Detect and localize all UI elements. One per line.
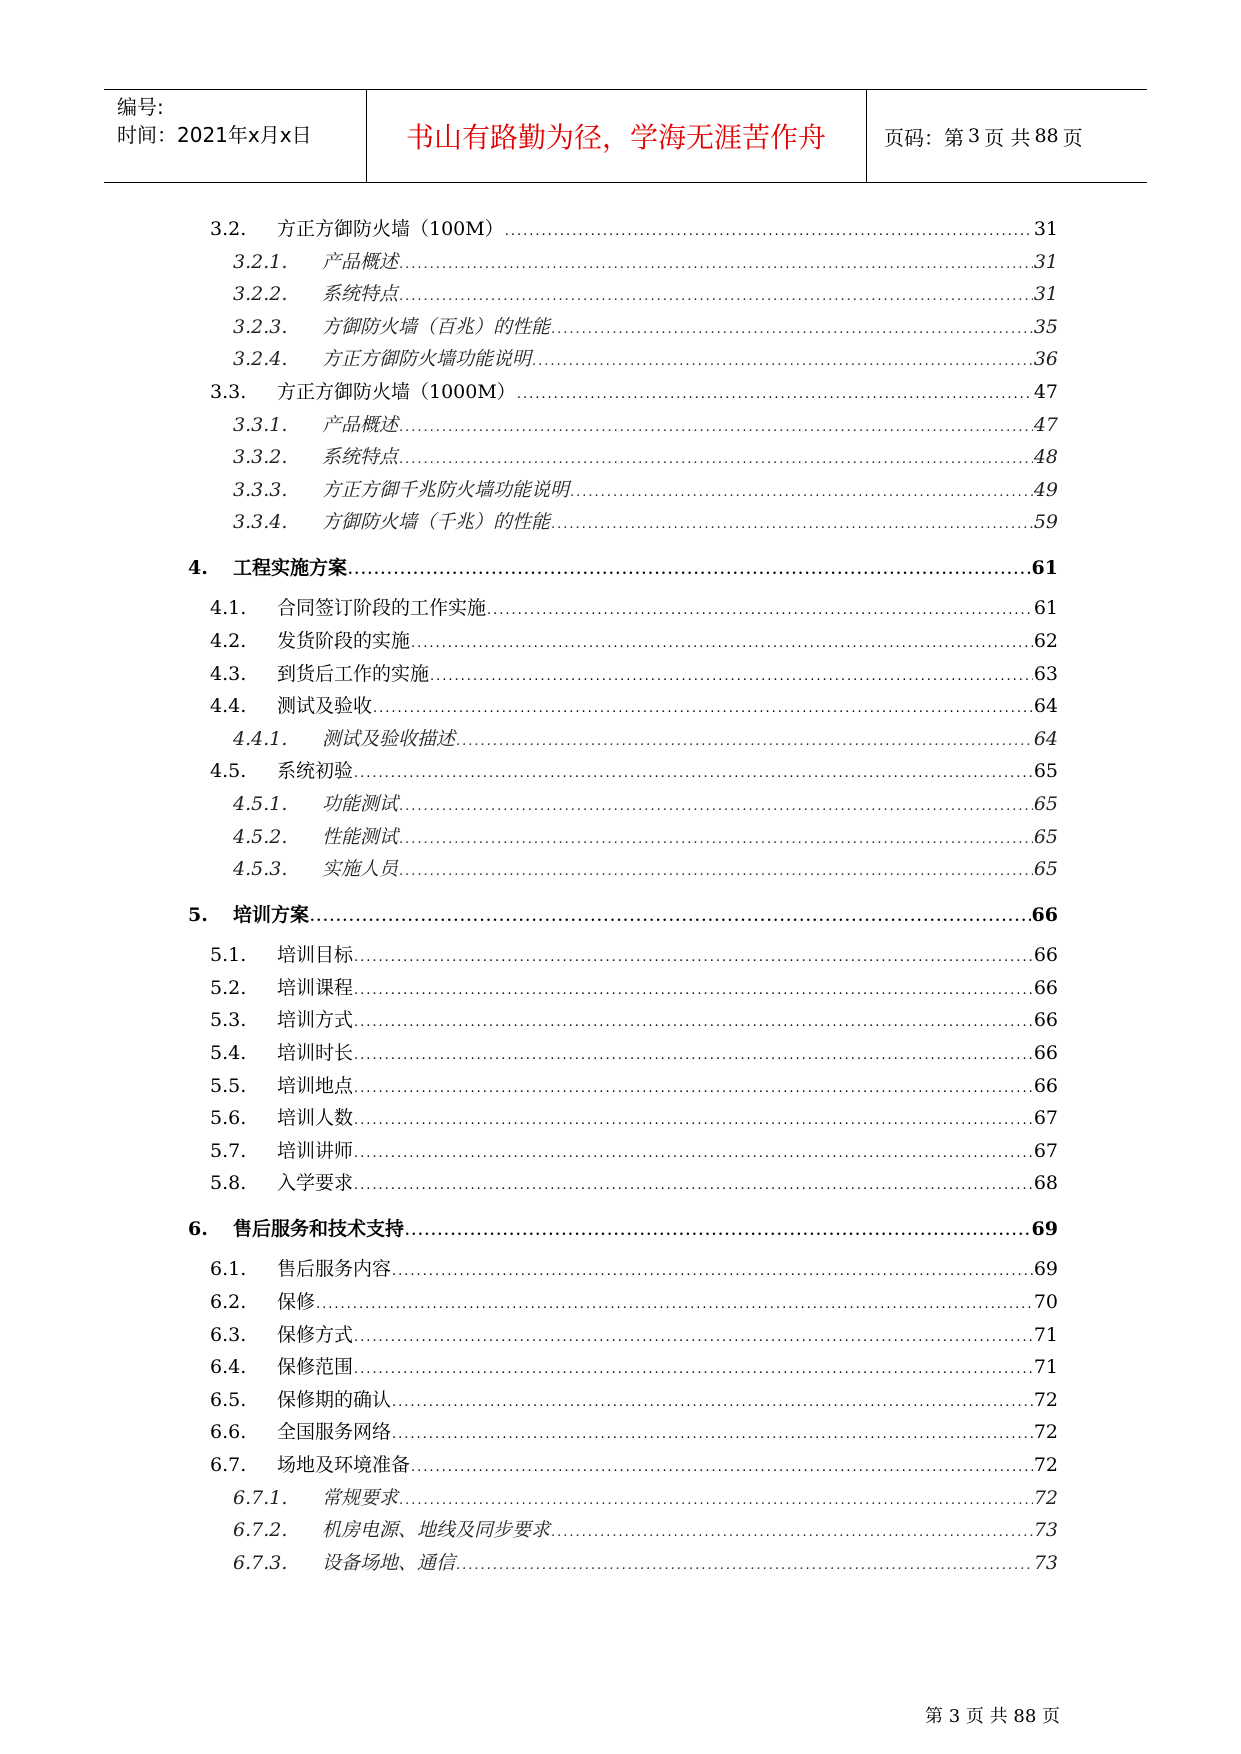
toc-entry-page: 72 [1033, 1486, 1058, 1509]
toc-leader-dots [399, 249, 1033, 281]
toc-entry-page: 66 [1031, 904, 1058, 927]
toc-entry[interactable] [233, 788, 1058, 820]
toc-entry-page: 67 [1033, 1139, 1058, 1162]
toc-entry-title: 保修方式 [277, 1323, 354, 1346]
toc-entry[interactable] [233, 409, 1058, 441]
toc-leader-dots [354, 1007, 1033, 1039]
toc-leader-dots [411, 628, 1033, 660]
toc-entry-number: 3.3.4. [233, 511, 288, 534]
toc-entry-page: 73 [1033, 1519, 1058, 1542]
toc-entry-title: 到货后工作的实施 [277, 662, 430, 685]
toc-entry[interactable] [210, 1070, 1058, 1102]
toc-leader-dots [354, 942, 1033, 974]
toc-entry-title: 方正方御千兆防火墙功能说明 [322, 478, 570, 501]
toc-entry[interactable] [210, 1286, 1058, 1318]
toc-entry-page: 31 [1033, 283, 1058, 306]
toc-entry-number: 3.2.2. [233, 283, 288, 306]
toc-entry[interactable] [233, 723, 1058, 755]
toc-entry[interactable] [233, 311, 1058, 343]
toc-entry-number: 6.5. [210, 1388, 247, 1411]
toc-entry[interactable] [210, 972, 1058, 1004]
toc-entry-page: 48 [1033, 446, 1058, 469]
toc-entry[interactable] [233, 246, 1058, 278]
toc-entry-number: 5. [188, 904, 208, 927]
toc-entry-page: 64 [1033, 727, 1058, 750]
toc-entry-page: 65 [1033, 760, 1058, 783]
toc-entry-title: 售后服务和技术支持 [233, 1218, 405, 1241]
toc-entry-page: 72 [1033, 1454, 1058, 1476]
toc-leader-dots [392, 1419, 1033, 1451]
toc-leader-dots [373, 693, 1033, 725]
toc-entry-page: 69 [1033, 1258, 1058, 1281]
page-prefix: 页码：第 [884, 125, 964, 150]
toc-entry-page: 62 [1033, 630, 1058, 652]
toc-entry[interactable] [210, 213, 1058, 245]
toc-entry-title: 培训人数 [277, 1107, 354, 1130]
toc-leader-dots [354, 758, 1033, 790]
toc-entry-title: 功能测试 [322, 793, 399, 815]
toc-entry[interactable] [233, 821, 1058, 853]
toc-entry-page: 61 [1031, 557, 1058, 580]
toc-entry-number: 3.3.3. [233, 478, 288, 501]
header-divider-left [366, 90, 367, 182]
toc-entry[interactable] [210, 592, 1058, 624]
toc-entry-number: 6.4. [210, 1356, 247, 1379]
toc-entry-page: 67 [1033, 1107, 1058, 1130]
toc-leader-dots [354, 1073, 1033, 1105]
toc-leader-dots [354, 1354, 1033, 1386]
toc-entry[interactable] [210, 1449, 1058, 1481]
header-divider-right [866, 90, 867, 182]
toc-entry-page: 65 [1033, 858, 1058, 881]
toc-entry-title: 培训目标 [277, 944, 354, 967]
toc-leader-dots [392, 1387, 1033, 1419]
toc-entry-number: 4.5.3. [233, 858, 288, 881]
toc-entry[interactable] [233, 278, 1058, 310]
toc-entry-page: 63 [1033, 662, 1058, 685]
toc-leader-dots [354, 975, 1033, 1007]
toc-entry-page: 69 [1031, 1218, 1058, 1241]
toc-leader-dots [354, 1170, 1033, 1202]
toc-entry-page: 47 [1033, 381, 1058, 403]
toc-entry[interactable] [210, 1416, 1058, 1448]
toc-entry-page: 31 [1033, 218, 1058, 240]
toc-leader-dots [505, 216, 1033, 248]
toc-entry-page: 70 [1033, 1291, 1058, 1313]
toc-leader-dots [399, 412, 1033, 444]
toc-entry-page: 64 [1033, 695, 1058, 718]
toc-entry-number: 5.3. [210, 1009, 247, 1032]
toc-leader-dots [354, 1040, 1033, 1072]
toc-entry[interactable] [233, 506, 1058, 538]
toc-entry-page: 65 [1033, 793, 1058, 815]
toc-entry-number: 6.7. [210, 1454, 247, 1476]
toc-entry-title: 方正方御防火墙（100M） [277, 218, 504, 240]
toc-entry-page: 66 [1033, 1009, 1058, 1032]
toc-leader-dots [354, 1322, 1033, 1354]
toc-entry-title: 工程实施方案 [233, 557, 348, 580]
toc-entry-number: 4.4. [210, 695, 247, 718]
toc-entry-number: 6.1. [210, 1258, 247, 1281]
toc-entry-number: 3.2.3. [233, 315, 288, 338]
toc-entry-number: 6.7.2. [233, 1519, 288, 1542]
toc-entry-title: 系统特点 [322, 283, 399, 306]
toc-entry-number: 6. [188, 1218, 208, 1241]
toc-leader-dots [354, 1105, 1033, 1137]
toc-entry-number: 5.8. [210, 1172, 247, 1195]
toc-entry[interactable] [210, 376, 1058, 408]
toc-entry-title: 培训时长 [277, 1042, 354, 1064]
toc-entry-number: 5.5. [210, 1074, 247, 1097]
page-header [104, 89, 1147, 183]
toc-entry[interactable] [210, 625, 1058, 657]
toc-entry-title: 保修 [277, 1291, 316, 1313]
toc-entry[interactable] [210, 690, 1058, 722]
toc-entry-title: 系统特点 [322, 446, 399, 469]
toc-entry-title: 性能测试 [322, 825, 399, 848]
toc-entry-page: 65 [1033, 825, 1058, 848]
toc-entry[interactable] [210, 939, 1058, 971]
toc-entry-page: 66 [1033, 944, 1058, 967]
toc-entry-title: 机房电源、地线及同步要求 [322, 1519, 551, 1542]
toc-entry[interactable] [210, 1253, 1058, 1285]
toc-entry-title: 入学要求 [277, 1172, 354, 1195]
toc-entry-title: 产品概述 [322, 250, 399, 273]
toc-entry-number: 3.2. [210, 218, 247, 240]
toc-entry-page: 66 [1033, 976, 1058, 999]
toc-entry[interactable] [210, 1037, 1058, 1069]
toc-leader-dots [517, 379, 1033, 411]
toc-entry[interactable] [210, 755, 1058, 787]
page-suffix: 页 [1062, 125, 1083, 150]
toc-entry-title: 场地及环境准备 [277, 1454, 411, 1476]
toc-leader-dots [411, 1452, 1033, 1484]
toc-entry[interactable] [233, 441, 1058, 473]
toc-entry-number: 5.2. [210, 976, 247, 999]
toc-entry-title: 方御防火墙（百兆）的性能 [322, 315, 551, 338]
toc-entry-number: 4.3. [210, 662, 247, 685]
page-current: 3 [968, 125, 981, 147]
toc-entry-page: 72 [1033, 1388, 1058, 1411]
toc-leader-dots [354, 1138, 1033, 1170]
toc-leader-dots [399, 281, 1033, 313]
toc-entry-title: 产品概述 [322, 413, 399, 436]
toc-entry-title: 合同签订阶段的工作实施 [277, 597, 487, 620]
toc-entry-number: 4.5.1. [233, 793, 288, 815]
toc-leader-dots [430, 661, 1033, 693]
toc-entry-title: 培训方案 [233, 904, 310, 927]
toc-entry-number: 3.2.4. [233, 348, 288, 371]
toc-entry-title: 实施人员 [322, 858, 399, 881]
page-middle: 页 共 [984, 125, 1031, 150]
toc-entry-number: 4.5.2. [233, 825, 288, 848]
toc-entry[interactable] [210, 1135, 1058, 1167]
toc-entry-page: 68 [1033, 1172, 1058, 1195]
toc-entry-number: 5.7. [210, 1139, 247, 1162]
header-motto: 书山有路勤为径，学海无涯苦作舟 [405, 121, 826, 154]
header-meta [117, 93, 362, 149]
toc-entry-page: 66 [1033, 1042, 1058, 1064]
toc-entry-number: 6.7.3. [233, 1551, 288, 1574]
toc-entry-page: 61 [1033, 597, 1058, 620]
toc-leader-dots [570, 477, 1033, 509]
toc-entry[interactable] [210, 1167, 1058, 1199]
toc-entry-title: 培训方式 [277, 1009, 354, 1032]
toc-leader-dots [399, 824, 1033, 856]
toc-entry[interactable] [233, 474, 1058, 506]
toc-entry-page: 49 [1033, 478, 1058, 501]
toc-leader-dots [399, 856, 1033, 888]
toc-leader-dots [392, 1256, 1033, 1288]
toc-entry-page: 71 [1033, 1356, 1058, 1379]
toc-leader-dots [551, 1517, 1033, 1549]
toc-entry[interactable] [210, 1004, 1058, 1036]
toc-entry-number: 3.3. [210, 381, 247, 403]
toc-entry-title: 培训讲师 [277, 1139, 354, 1162]
toc-leader-dots [399, 791, 1033, 823]
toc-entry-page: 31 [1033, 250, 1058, 273]
toc-entry-page: 47 [1033, 413, 1058, 436]
toc-entry-number: 6.6. [210, 1421, 247, 1444]
toc-entry-page: 66 [1033, 1074, 1058, 1097]
toc-leader-dots [399, 1485, 1033, 1517]
toc-entry-title: 方御防火墙（千兆）的性能 [322, 511, 551, 534]
toc-entry-title: 方正方御防火墙（1000M） [277, 381, 516, 403]
toc-entry-title: 常规要求 [322, 1486, 399, 1509]
toc-entry-number: 3.3.2. [233, 446, 288, 469]
toc-entry[interactable] [210, 1384, 1058, 1416]
toc-entry-number: 4.1. [210, 597, 247, 620]
toc-leader-dots [399, 444, 1033, 476]
toc-leader-dots [456, 726, 1033, 758]
toc-entry-number: 4.4.1. [233, 727, 288, 750]
toc-entry-title: 全国服务网络 [277, 1421, 392, 1444]
toc-entry-number: 3.3.1. [233, 413, 288, 436]
toc-entry[interactable] [233, 1514, 1058, 1546]
toc-entry-number: 6.3. [210, 1323, 247, 1346]
toc-entry[interactable] [188, 552, 1058, 584]
toc-entry-title: 测试及验收描述 [322, 727, 456, 750]
toc-entry[interactable] [233, 1547, 1058, 1579]
toc-entry[interactable] [210, 1351, 1058, 1383]
toc-entry-page: 73 [1033, 1551, 1058, 1574]
toc-entry-title: 方正方御防火墙功能说明 [322, 348, 532, 371]
toc-entry[interactable] [210, 658, 1058, 690]
toc-leader-dots [310, 902, 1031, 934]
toc-leader-dots [551, 314, 1033, 346]
serial-label: 编号: [117, 95, 164, 119]
toc-entry-page: 72 [1033, 1421, 1058, 1444]
toc-entry[interactable] [233, 853, 1058, 885]
toc-entry-title: 培训课程 [277, 976, 354, 999]
toc-entry[interactable] [233, 1482, 1058, 1514]
toc-entry-number: 3.2.1. [233, 250, 288, 273]
toc-entry-number: 5.4. [210, 1042, 247, 1064]
toc-entry-page: 36 [1033, 348, 1058, 371]
toc-entry-number: 6.2. [210, 1291, 247, 1313]
toc-entry-page: 71 [1033, 1323, 1058, 1346]
toc-leader-dots [551, 509, 1033, 541]
toc-leader-dots [316, 1289, 1033, 1321]
toc-leader-dots [487, 595, 1033, 627]
toc-entry-title: 培训地点 [277, 1074, 354, 1097]
toc-entry[interactable] [188, 1213, 1058, 1245]
toc-entry[interactable] [210, 1319, 1058, 1351]
toc-entry[interactable] [233, 343, 1058, 375]
time-label: 时间：2021年x月x日 [117, 123, 312, 147]
toc-leader-dots [348, 555, 1031, 587]
toc-entry-title: 测试及验收 [277, 695, 373, 718]
page-total: 88 [1034, 125, 1059, 147]
toc-entry-number: 4.5. [210, 760, 247, 783]
toc-leader-dots [456, 1550, 1033, 1582]
toc-leader-dots [405, 1216, 1031, 1248]
toc-entry-number: 4.2. [210, 630, 247, 652]
toc-entry-number: 4. [188, 557, 208, 580]
toc-entry-title: 系统初验 [277, 760, 354, 783]
page-footer: 第 3 页 共 88 页 [925, 1706, 1060, 1727]
toc-entry-title: 保修期的确认 [277, 1388, 392, 1411]
toc-entry-number: 6.7.1. [233, 1486, 288, 1509]
toc-entry[interactable] [210, 1102, 1058, 1134]
toc-entry-page: 59 [1033, 511, 1058, 534]
toc-entry-title: 保修范围 [277, 1356, 354, 1379]
toc-entry-title: 售后服务内容 [277, 1258, 392, 1281]
toc-entry[interactable] [188, 899, 1058, 931]
header-page-info [872, 90, 1159, 182]
toc-entry-page: 35 [1033, 315, 1058, 338]
toc-entry-number: 5.6. [210, 1107, 247, 1130]
toc-entry-title: 设备场地、通信 [322, 1551, 456, 1574]
toc-entry-title: 发货阶段的实施 [277, 630, 411, 652]
toc-leader-dots [532, 346, 1033, 378]
toc-entry-number: 5.1. [210, 944, 247, 967]
